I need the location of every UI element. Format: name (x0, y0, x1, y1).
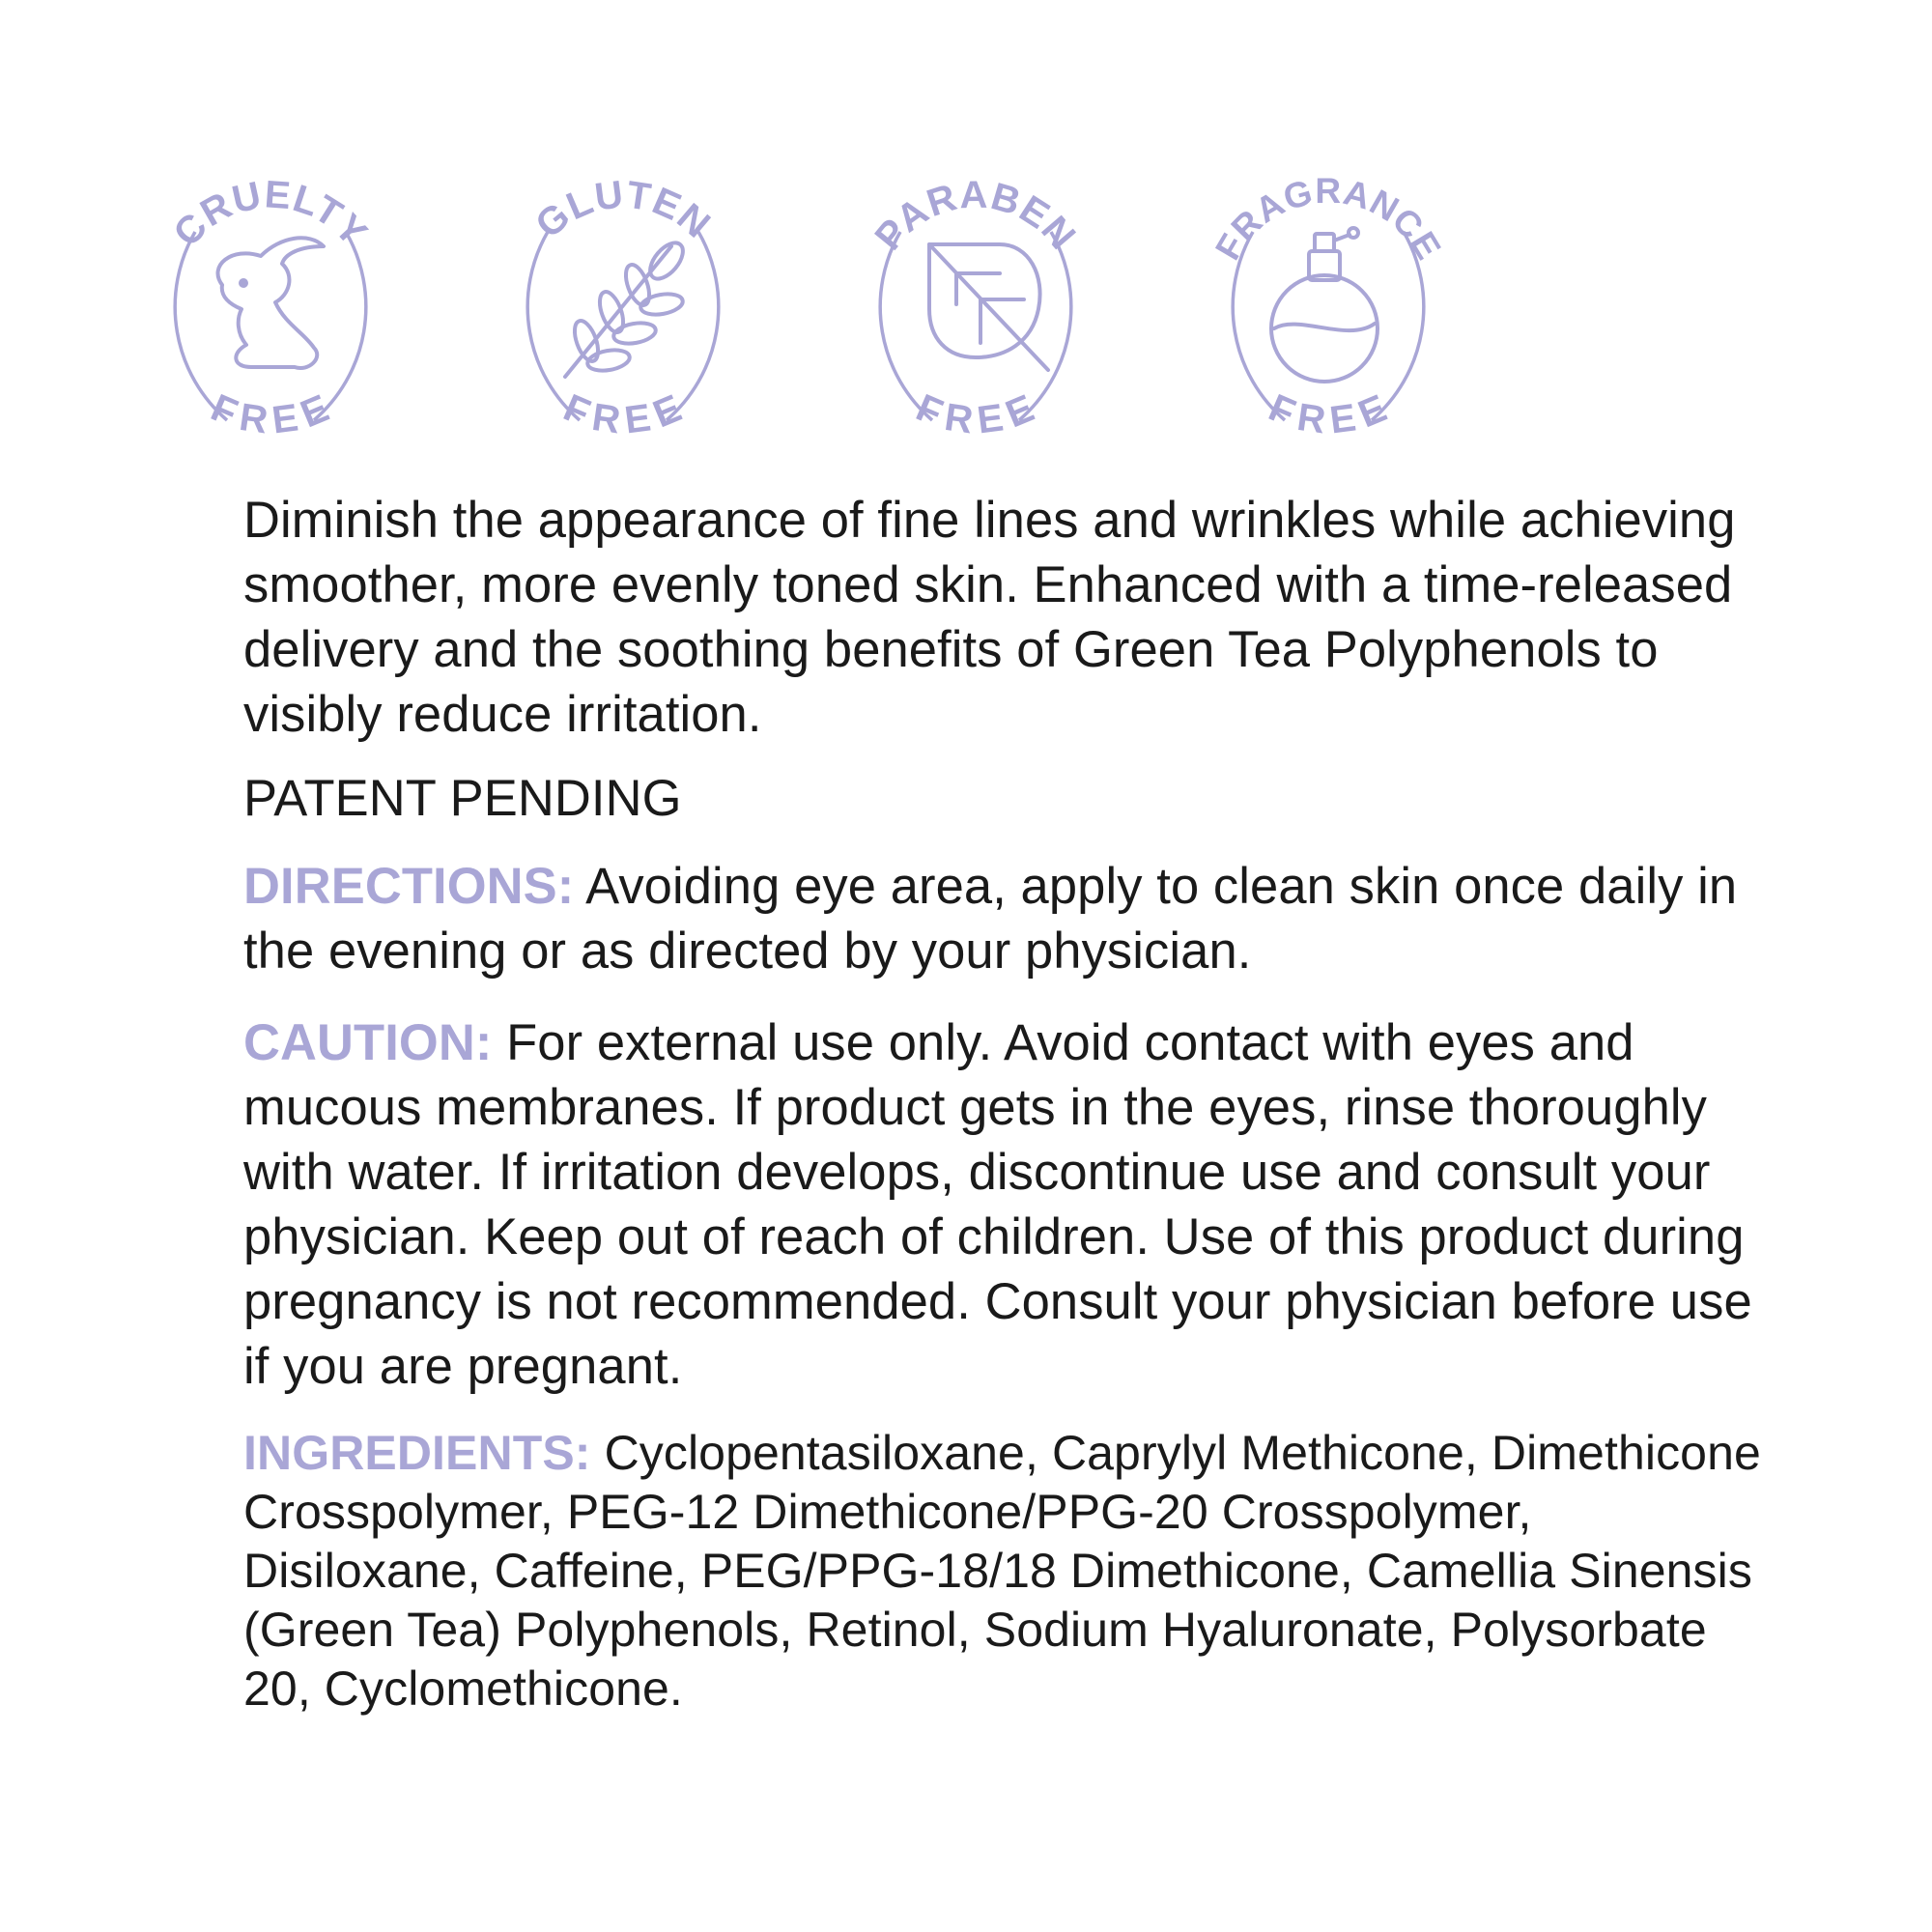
svg-text:FREE (1263, 386, 1393, 442)
directions-heading: DIRECTIONS: (243, 858, 575, 915)
svg-text:GLUTEN (527, 173, 718, 246)
badge-bottom-label: FREE (557, 386, 689, 442)
paraben-free-badge (821, 140, 1130, 469)
svg-text:FREE (557, 386, 688, 442)
badge-top-label: CRUELTY (165, 173, 376, 255)
fragrance-free-badge (1174, 140, 1483, 469)
badge-top-label: FRAGRANCE (1208, 170, 1449, 267)
wheat-icon (565, 237, 689, 377)
paraben-free-badge-graphic (821, 140, 1130, 469)
badge-bottom-label: FREE (1263, 386, 1394, 442)
product-info (243, 488, 1770, 1740)
badge-top-label: GLUTEN (527, 173, 719, 247)
gluten-free-badge (469, 140, 778, 469)
product-description: Diminish the appearance of fine lines and wrinkles while achieving smoother, more evenly toned skin. Enhanced with a time-released delivery and the soothing benefits of Green Tea Polyphenols to visibly reduce irritation. (243, 492, 1736, 743)
badge-top-label: PARABEN (867, 173, 1085, 259)
free-from-badges (0, 0, 1932, 483)
leaf-icon (929, 244, 1048, 370)
ingredients-section (243, 1424, 1770, 1719)
badge-bottom-label: FREE (910, 386, 1041, 442)
directions-section (243, 854, 1770, 983)
directions-text: Avoiding eye area, apply to clean skin once daily in the evening or as directed by your physician. (243, 858, 1738, 980)
fragrance-free-badge-graphic (1174, 140, 1483, 469)
caution-section (243, 1010, 1770, 1399)
cruelty-free-badge-graphic (116, 140, 425, 469)
rabbit-icon (218, 238, 324, 368)
cruelty-free-badge (116, 140, 425, 469)
patent-notice: PATENT PENDING (243, 770, 682, 827)
perfume-bottle-icon (1271, 228, 1378, 382)
svg-text:CRUELTY (165, 173, 375, 254)
caution-text: For external use only. Avoid contact with eyes and mucous membranes. If product gets in the eyes, rinse thoroughly with water. If irritation develops, discontinue use and consult your physician. Keep out of reach of children. Use of this product during pregnancy is not recommended. Consult your physician before use if you are pregnant. (243, 1014, 1752, 1395)
ingredients-heading: INGREDIENTS: (243, 1426, 591, 1480)
svg-text:FREE (910, 386, 1040, 442)
caution-heading: CAUTION: (243, 1014, 493, 1071)
gluten-free-badge-graphic (469, 140, 778, 469)
ingredients-text: Cyclopentasiloxane, Caprylyl Methicone, Dimethicone Crosspolymer, PEG-12 Dimethicone/PPG-20 Crosspolymer, Disiloxane, Caffeine, PEG/PPG-18/18 Dimethicone, Camellia Sinensis (Green Tea) Polyphenols, Retinol, Sodium Hyaluronate, Polysorbate 20, Cyclomethicone. (243, 1426, 1761, 1716)
badge-bottom-label: FREE (205, 386, 336, 442)
svg-text:FREE (205, 386, 335, 442)
